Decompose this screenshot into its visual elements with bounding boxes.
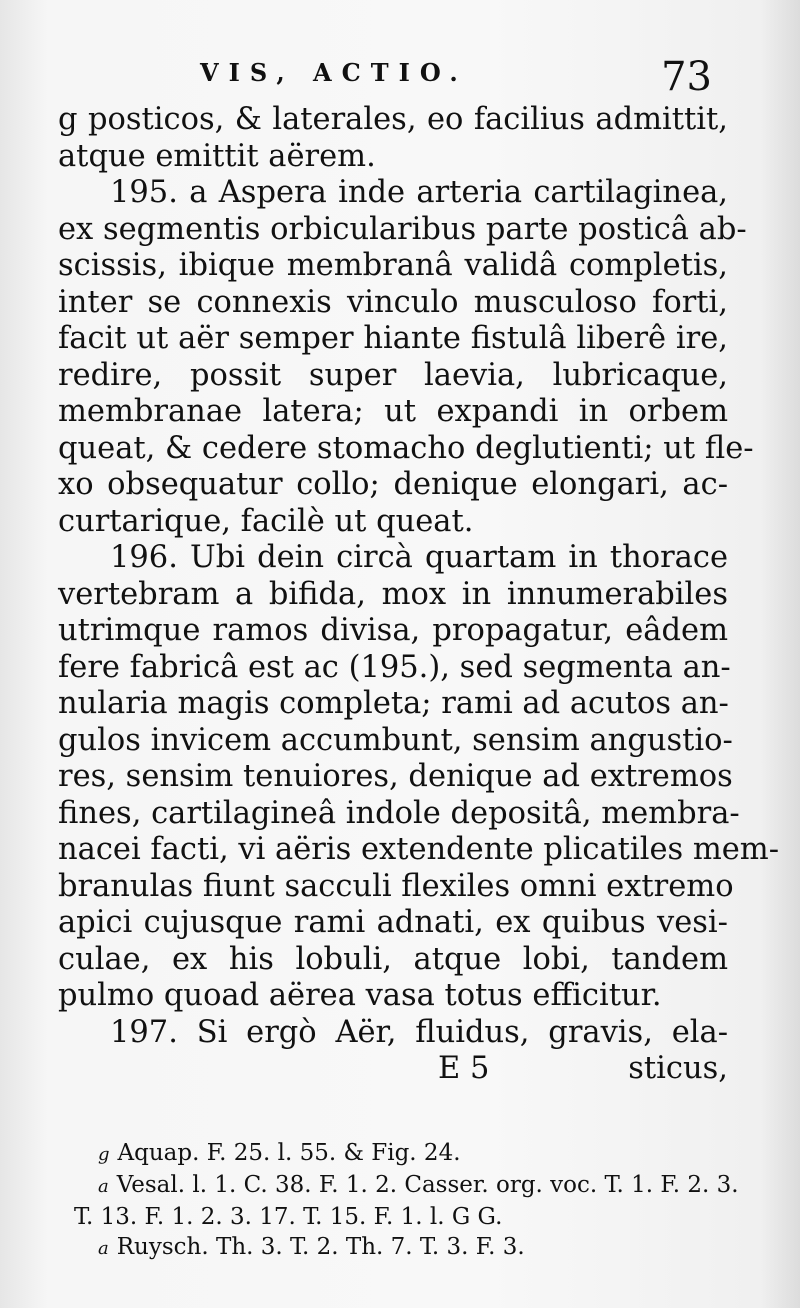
footnote-marker: a xyxy=(98,1176,109,1197)
catchword: sticus, xyxy=(628,1051,728,1086)
text-line: vertebram a bifida, mox in innumerabiles xyxy=(58,576,728,612)
text-line: queat, & cedere stomacho deglutienti; ut fle- xyxy=(58,430,754,466)
paragraph-197-start: 197. Si ergò Aër, fluidus, gravis, ela- xyxy=(110,1014,728,1050)
footnote-marker: g xyxy=(98,1144,110,1165)
footnote-text: T. 13. F. 1. 2. 3. 17. T. 15. F. 1. l. G G. xyxy=(74,1204,503,1230)
page-number: 73 xyxy=(661,54,712,100)
footnote xyxy=(58,1138,748,1170)
text-line: xo obsequatur collo; denique elongari, ac- xyxy=(58,467,728,502)
footnote-marker: a xyxy=(98,1238,109,1259)
footnote-text: Ruysch. Th. 3. T. 2. Th. 7. T. 3. F. 3. xyxy=(116,1234,525,1260)
text-line: g posticos, & laterales, eo facilius admittit, xyxy=(58,102,728,137)
running-head: VIS, ACTIO. xyxy=(200,58,468,87)
text-line: nacei facti, vi aëris extendente plicatiles mem- xyxy=(58,832,780,867)
paragraph-195-start: 195. a Aspera inde arteria cartilaginea, xyxy=(110,175,728,210)
text-line: redire, possit super laevia, lubricaque, xyxy=(58,357,728,393)
text-line: membranae latera; ut expandi in orbem xyxy=(58,394,728,429)
footnote xyxy=(58,1170,748,1202)
footnote-text: Vesal. l. 1. C. 38. F. 1. 2. Casser. org. voc. T. 1. F. 2. 3. xyxy=(116,1172,739,1198)
text-line: fines, cartilagineâ indole depositâ, membra- xyxy=(58,795,740,831)
text-line: apici cujusque rami adnati, ex quibus vesi- xyxy=(58,905,728,940)
text-line: curtarique, facilè ut queat. xyxy=(58,503,474,539)
footnote-continuation xyxy=(58,1202,748,1232)
text-line: fere fabricâ est ac (195.), sed segmenta an- xyxy=(58,649,731,685)
text-line: branulas fiunt sacculi flexiles omni extremo xyxy=(58,868,734,904)
text-line: inter se connexis vinculo musculoso forti, xyxy=(58,284,728,320)
text-line: facit ut aër semper hiante fistulâ liberê ire, xyxy=(58,321,728,356)
text-line: utrimque ramos divisa, propagatur, eâdem xyxy=(58,613,728,648)
page-header xyxy=(200,54,760,102)
text-line: pulmo quoad aërea vasa totus efficitur. xyxy=(58,978,662,1013)
text-line: ex segmentis orbicularibus parte posticâ ab- xyxy=(58,211,747,247)
text-line: atque emittit aërem. xyxy=(58,138,376,174)
catch-line xyxy=(58,1051,728,1091)
text-line: culae, ex his lobuli, atque lobi, tandem xyxy=(58,941,728,977)
footnote xyxy=(58,1232,748,1264)
footnotes xyxy=(58,1138,748,1264)
text-line: res, sensim tenuiores, denique ad extremos xyxy=(58,759,733,794)
main-text xyxy=(58,102,780,1091)
text-line: gulos invicem accumbunt, sensim angustio- xyxy=(58,722,733,758)
text-line: nularia magis completa; rami ad acutos an- xyxy=(58,686,729,721)
text-line: scissis, ibique membranâ validâ completis, xyxy=(58,248,728,283)
signature-mark: E 5 xyxy=(438,1051,490,1086)
paragraph-196-start: 196. Ubi dein circà quartam in thorace xyxy=(110,540,728,575)
footnote-text: Aquap. F. 25. l. 55. & Fig. 24. xyxy=(117,1140,461,1166)
